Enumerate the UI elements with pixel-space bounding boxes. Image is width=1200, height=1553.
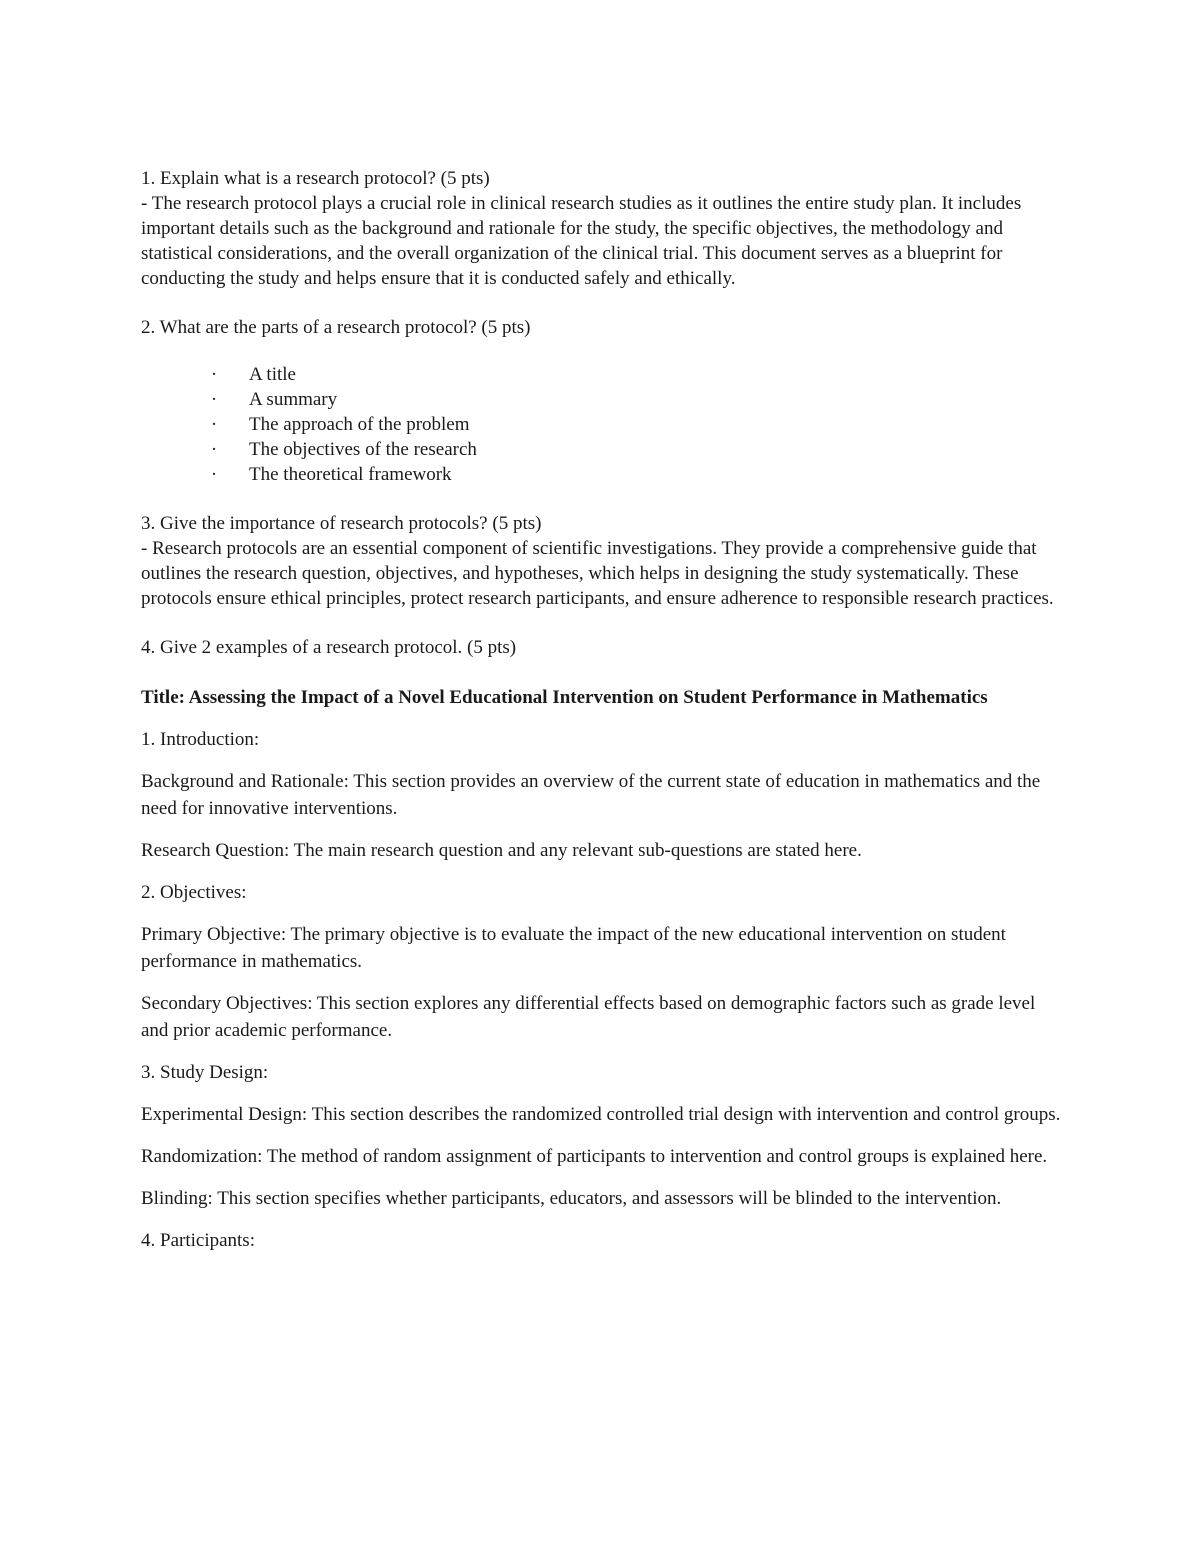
paragraph-experimental-design: Experimental Design: This section describes the randomized controlled trial design with intervention and control groups. (141, 1104, 1061, 1125)
document-page (141, 166, 1061, 1254)
spacer (141, 611, 1061, 635)
paragraph-secondary-objectives: Secondary Objectives: This section explores any differential effects based on demographic factors such as grade level and prior academic performance. (141, 993, 1036, 1041)
answer-3: - Research protocols are an essential component of scientific investigations. They provide a comprehensive guide that outlines the research question, objectives, and hypotheses, which helps in designing the study systematically. These protocols ensure ethical principles, protect research participants, and ensure adherence to responsible research practices. (141, 538, 1054, 609)
list-item (209, 437, 1061, 462)
spacer (141, 864, 1061, 879)
spacer (141, 1086, 1061, 1101)
paragraph-randomization: Randomization: The method of random assignment of participants to intervention and control groups is explained here. (141, 1146, 1048, 1167)
spacer (141, 1044, 1061, 1059)
bullet-icon: · (210, 464, 218, 485)
paragraph-blinding: Blinding: This section specifies whether participants, educators, and assessors will be blinded to the intervention. (141, 1188, 1002, 1209)
answer-1: - The research protocol plays a crucial role in clinical research studies as it outlines the entire study plan. It includes important details such as the background and rationale for the study, the specific objectives, the methodology and statistical considerations, and the overall organization of the clinical trial. This document serves as a blueprint for conducting the study and helps ensure that it is conducted safely and ethically. (141, 193, 1022, 289)
section-heading-introduction: 1. Introduction: (141, 729, 260, 750)
list-item (209, 462, 1061, 487)
spacer (141, 906, 1061, 921)
spacer (141, 660, 1061, 684)
list-item (209, 412, 1061, 437)
list-item-text: The approach of the problem (249, 414, 470, 435)
parts-list (209, 362, 1061, 487)
list-item-text: The theoretical framework (249, 464, 452, 485)
spacer (141, 753, 1061, 768)
list-item-text: A summary (249, 389, 338, 410)
list-item (209, 387, 1061, 412)
question-4: 4. Give 2 examples of a research protocol. (5 pts) (141, 637, 517, 658)
spacer (141, 340, 1061, 362)
question-1: 1. Explain what is a research protocol? (5 pts) (141, 168, 490, 189)
question-2: 2. What are the parts of a research protocol? (5 pts) (141, 317, 531, 338)
paragraph-research-question: Research Question: The main research question and any relevant sub-questions are stated here. (141, 840, 862, 861)
list-item-text: The objectives of the research (249, 439, 477, 460)
question-3: 3. Give the importance of research protocols? (5 pts) (141, 513, 542, 534)
spacer (141, 291, 1061, 315)
spacer (141, 1212, 1061, 1227)
bullet-icon: · (210, 414, 218, 435)
section-heading-study-design: 3. Study Design: (141, 1062, 269, 1083)
spacer (141, 975, 1061, 990)
list-item (209, 362, 1061, 387)
list-item-text: A title (249, 364, 296, 385)
example-title: Title: Assessing the Impact of a Novel Educational Intervention on Student Performance in Mathematics (141, 687, 988, 708)
spacer (141, 711, 1061, 726)
bullet-icon: · (210, 364, 218, 385)
spacer (141, 822, 1061, 837)
paragraph-background-rationale: Background and Rationale: This section provides an overview of the current state of education in mathematics and the need for innovative interventions. (141, 771, 1041, 819)
spacer (141, 1170, 1061, 1185)
spacer (141, 487, 1061, 511)
spacer (141, 1128, 1061, 1143)
section-heading-participants: 4. Participants: (141, 1230, 255, 1251)
bullet-icon: · (210, 439, 218, 460)
paragraph-primary-objective: Primary Objective: The primary objective is to evaluate the impact of the new educational intervention on student performance in mathematics. (141, 924, 1006, 972)
section-heading-objectives: 2. Objectives: (141, 882, 247, 903)
bullet-icon: · (210, 389, 218, 410)
